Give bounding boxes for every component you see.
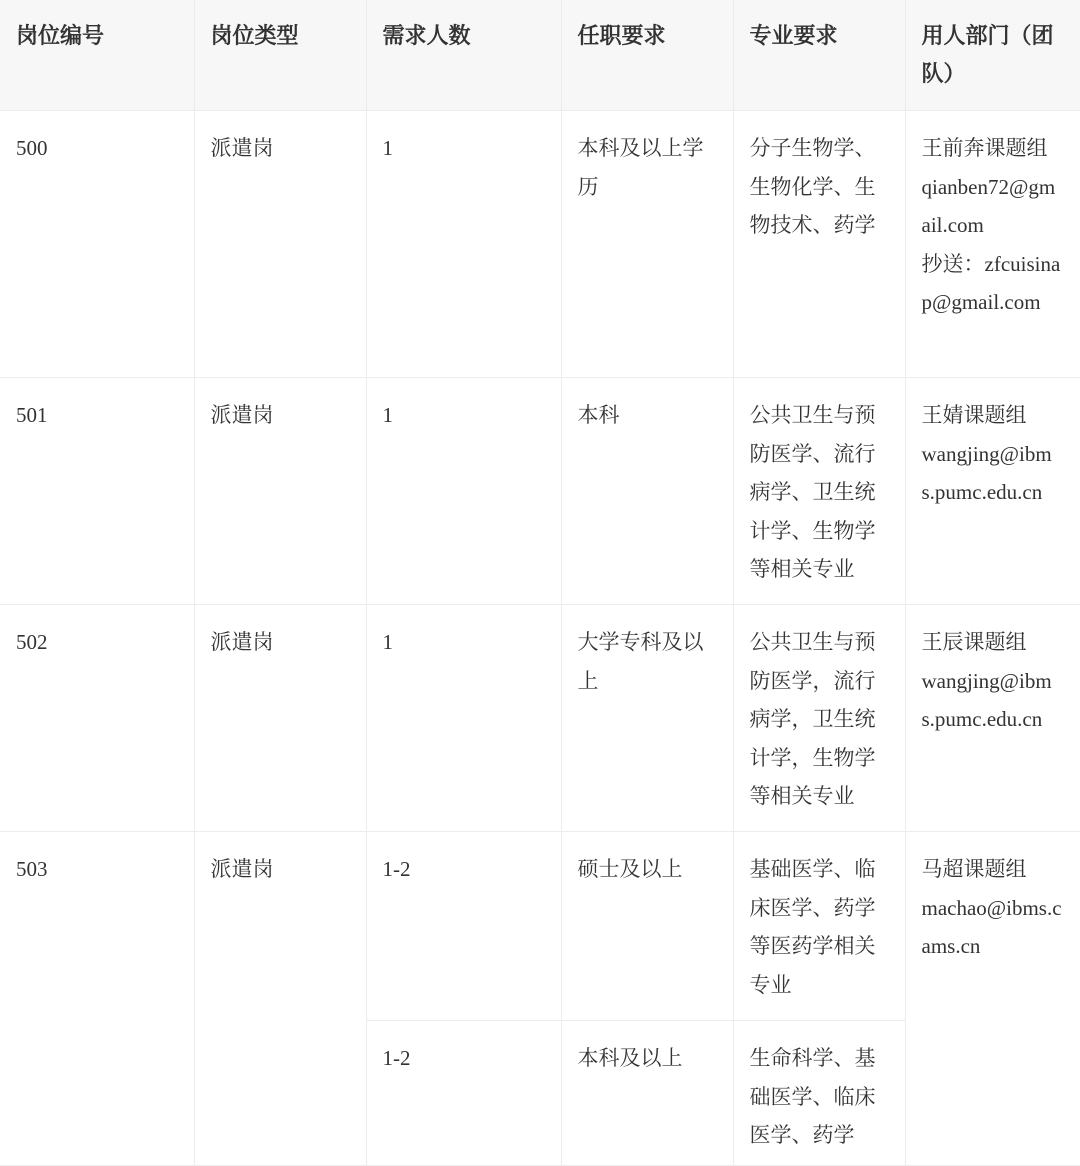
position-id: 501	[0, 378, 194, 605]
position-id: 503	[0, 832, 194, 1166]
major: 分子生物学、生物化学、生物技术、药学	[733, 111, 905, 378]
header-requirement: 任职要求	[561, 0, 733, 111]
department	[905, 111, 1080, 378]
requirement: 本科及以上	[561, 1021, 733, 1166]
position-type: 派遣岗	[194, 111, 366, 378]
headcount: 1	[366, 111, 561, 378]
department-name: 王婧课题组	[921, 403, 1027, 427]
table-row	[0, 605, 1080, 832]
headcount: 1-2	[366, 832, 561, 1021]
cc-email[interactable]: zfcuisinap@gmail.com	[921, 251, 1061, 314]
position-id: 502	[0, 605, 194, 832]
position-type: 派遣岗	[194, 832, 366, 1166]
header-department: 用人部门（团队）	[905, 0, 1080, 111]
major: 基础医学、临床医学、药学等医药学相关专业	[733, 832, 905, 1021]
requirement: 硕士及以上	[561, 832, 733, 1021]
headcount: 1-2	[366, 1021, 561, 1166]
header-headcount: 需求人数	[366, 0, 561, 111]
major: 公共卫生与预防医学、流行病学、卫生统计学、生物学等相关专业	[733, 378, 905, 605]
department-email[interactable]: machao@ibms.cams.cn	[921, 895, 1062, 958]
major: 生命科学、基础医学、临床医学、药学	[733, 1021, 905, 1166]
header-position-type: 岗位类型	[194, 0, 366, 111]
headcount: 1	[366, 605, 561, 832]
table-row	[0, 832, 1080, 1021]
header-position-id: 岗位编号	[0, 0, 194, 111]
position-type: 派遣岗	[194, 605, 366, 832]
position-id: 500	[0, 111, 194, 378]
department	[905, 378, 1080, 605]
table-row	[0, 111, 1080, 378]
headcount: 1	[366, 378, 561, 605]
position-type: 派遣岗	[194, 378, 366, 605]
cc-label: 抄送：	[921, 251, 985, 276]
table-header-row	[0, 0, 1080, 111]
department-name: 王辰课题组	[921, 630, 1027, 654]
department-name: 王前奔课题组	[921, 136, 1048, 160]
department	[905, 605, 1080, 832]
requirement: 本科及以上学历	[561, 111, 733, 378]
table-row	[0, 378, 1080, 605]
header-major: 专业要求	[733, 0, 905, 111]
requirement: 本科	[561, 378, 733, 605]
major: 公共卫生与预防医学，流行病学，卫生统计学，生物学等相关专业	[733, 605, 905, 832]
department-name: 马超课题组	[921, 857, 1027, 881]
department-email[interactable]: wangjing@ibms.pumc.edu.cn	[921, 441, 1052, 504]
department-email[interactable]: qianben72@gmail.com	[921, 174, 1056, 237]
requirement: 大学专科及以上	[561, 605, 733, 832]
department	[905, 832, 1080, 1166]
department-email[interactable]: wangjing@ibms.pumc.edu.cn	[921, 668, 1052, 731]
